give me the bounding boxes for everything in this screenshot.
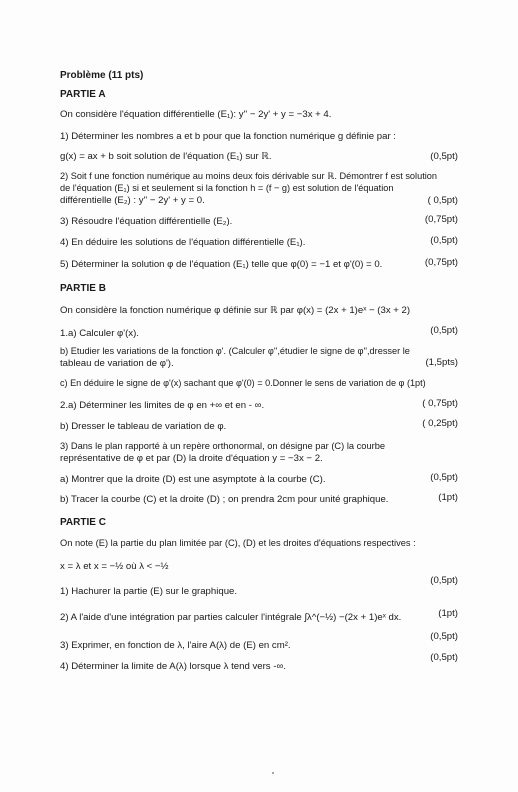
part-c-q2-points: (1pt) <box>438 608 458 619</box>
part-a-q1: 1) Déterminer les nombres a et b pour que la fonction numérique g définie par : <box>60 131 396 142</box>
part-c-intro-formula: x = λ et x = −½ où λ < −½ <box>60 561 169 572</box>
part-b-q1a-points: (0,5pt) <box>430 325 458 336</box>
part-a-q5-points: (0,75pt) <box>424 257 458 268</box>
part-b-q1b-line1: b) Etudier les variations de la fonction φ'. (Calculer φ'',étudier le signe de φ'',dresser le <box>60 346 410 356</box>
part-a-q4: 4) En déduire les solutions de l'équation différentielle (E₁). <box>60 237 306 248</box>
part-a-q3: 3) Résoudre l'équation différentielle (E₂). <box>60 216 233 227</box>
part-b-q1c: c) En déduire le signe de φ'(x) sachant que φ'(0) = 0.Donner le sens de variation de φ (1pt) <box>60 378 426 388</box>
part-c-intro: On note (E) la partie du plan limitée par (C), (D) et les droites d'équations respectives : <box>60 538 416 548</box>
part-c-q3: 3) Exprimer, en fonction de λ, l'aire A(λ) de (E) en cm². <box>60 640 291 651</box>
part-c-q4: 4) Déterminer la limite de A(λ) lorsque λ tend vers -∞. <box>60 661 286 672</box>
part-b-q3b: b) Tracer la courbe (C) et la droite (D) ; on prendra 2cm pour unité graphique. <box>60 494 389 505</box>
part-c-heading: PARTIE C <box>60 517 106 528</box>
part-c-q4-points: (0,5pt) <box>430 652 458 663</box>
problem-title: Problème (11 pts) <box>60 70 144 81</box>
part-a-q1-formula: g(x) = ax + b soit solution de l'équation (E₁) sur ℝ. <box>60 151 272 162</box>
scan-speck <box>272 772 274 774</box>
part-a-q5: 5) Déterminer la solution φ de l'équation (E₁) telle que φ(0) = −1 et φ'(0) = 0. <box>60 259 383 270</box>
part-b-intro: On considère la fonction numérique φ définie sur ℝ par φ(x) = (2x + 1)eˣ − (3x + 2) <box>60 305 411 316</box>
part-b-q1b-line2: tableau de variation de φ'). <box>60 358 174 369</box>
part-b-q1b-points: (1,5pts) <box>425 357 458 368</box>
part-b-q1a: 1.a) Calculer φ'(x). <box>60 328 139 339</box>
part-c-q3-points: (0,5pt) <box>430 631 458 642</box>
part-b-q2a: 2.a) Déterminer les limites de φ en +∞ et en - ∞. <box>60 400 265 411</box>
part-b-q3a: a) Montrer que la droite (D) est une asymptote à la courbe (C). <box>60 474 326 485</box>
part-a-q2-points: ( 0,5pt) <box>427 195 458 206</box>
part-a-q3-points: (0,75pt) <box>424 214 458 225</box>
part-a-heading: PARTIE A <box>60 89 106 100</box>
part-b-q3b-points: (1pt) <box>438 492 458 503</box>
part-b-q3-line2: représentative de φ et par (D) la droite d'équation y = −3x − 2. <box>60 453 323 464</box>
part-c-q1-points: (0,5pt) <box>430 575 458 586</box>
part-b-q2a-points: ( 0,75pt) <box>422 398 458 409</box>
part-a-q2-line3: différentielle (E₂) : y'' − 2y' + y = 0. <box>60 195 205 206</box>
part-b-heading: PARTIE B <box>60 283 106 294</box>
part-a-q4-points: (0,5pt) <box>430 235 458 246</box>
part-a-q1-points: (0,5pt) <box>430 151 458 162</box>
part-b-q3-line1: 3) Dans le plan rapporté à un repère orthonormal, on désigne par (C) la courbe <box>60 441 386 451</box>
part-a-intro: On considère l'équation différentielle (E₁): y'' − 2y' + y = −3x + 4. <box>60 109 332 120</box>
part-c-q2: 2) A l'aide d'une intégration par parties calculer l'intégrale ∫λ^(−½) −(2x + 1)eˣ dx. <box>60 612 402 623</box>
part-b-q2b-points: ( 0,25pt) <box>422 418 458 429</box>
part-c-q1: 1) Hachurer la partie (E) sur le graphique. <box>60 586 238 597</box>
part-b-q2b: b) Dresser le tableau de variation de φ. <box>60 421 227 432</box>
part-b-q3a-points: (0,5pt) <box>430 472 458 483</box>
part-a-q2-line2: de l'équation (E₁) si et seulement si la fonction h = (f − g) est solution de l'équation <box>60 183 394 193</box>
part-a-q2-line1: 2) Soit f une fonction numérique au moins deux fois dérivable sur ℝ. Démontrer f est solution <box>60 171 438 181</box>
